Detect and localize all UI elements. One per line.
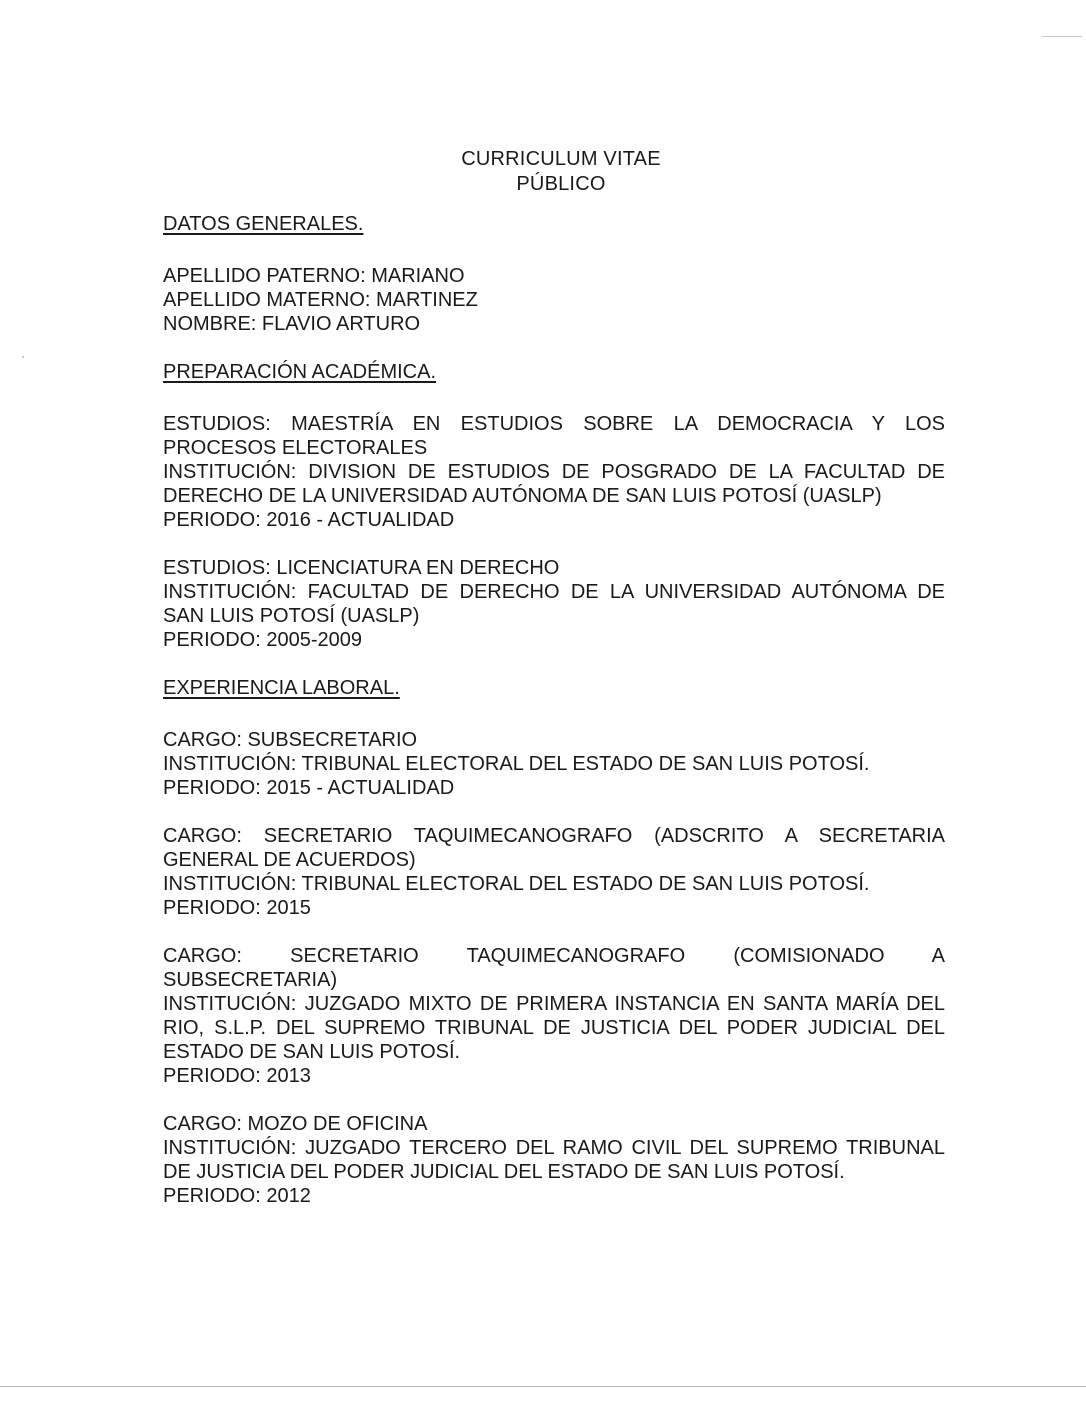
scan-artifact-dot: [22, 356, 24, 358]
experience-periodo: PERIODO: 2015: [163, 897, 311, 919]
scan-bottom-edge: [0, 1386, 1086, 1387]
section-heading-datos-generales: DATOS GENERALES.: [163, 213, 364, 235]
experience-institucion: INSTITUCIÓN: TRIBUNAL ELECTORAL DEL ESTADO DE SAN LUIS POTOSÍ.: [163, 753, 870, 775]
experience-entry: [163, 824, 945, 920]
experience-cargo: CARGO: SECRETARIO TAQUIMECANOGRAFO (COMISIONADO A SUBSECRETARIA): [163, 945, 945, 991]
education-entry: [163, 556, 945, 652]
experience-periodo: PERIODO: 2015 - ACTUALIDAD: [163, 777, 455, 799]
experience-institucion: INSTITUCIÓN: JUZGADO MIXTO DE PRIMERA INSTANCIA EN SANTA MARÍA DEL RIO, S.L.P. DEL SUPREMO TRIBUNAL DE JUSTICIA DEL PODER JUDICIAL DEL ESTADO DE SAN LUIS POTOSÍ.: [163, 993, 945, 1063]
experience-institucion: INSTITUCIÓN: JUZGADO TERCERO DEL RAMO CIVIL DEL SUPREMO TRIBUNAL DE JUSTICIA DEL PODER JUDICIAL DEL ESTADO DE SAN LUIS POTOSÍ.: [163, 1137, 945, 1183]
experience-cargo: CARGO: SECRETARIO TAQUIMECANOGRAFO (ADSCRITO A SECRETARIA GENERAL DE ACUERDOS): [163, 825, 945, 871]
experience-entry: [163, 1112, 945, 1208]
section-heading-experiencia-laboral: EXPERIENCIA LABORAL.: [163, 677, 400, 699]
experience-entry: [163, 728, 945, 800]
scan-artifact-top-right: [1042, 36, 1082, 37]
education-entry: [163, 412, 945, 532]
section-heading-preparacion-academica: PREPARACIÓN ACADÉMICA.: [163, 361, 437, 383]
cv-content: [163, 212, 945, 1208]
education-periodo: PERIODO: 2016 - ACTUALIDAD: [163, 509, 455, 531]
experience-institucion: INSTITUCIÓN: TRIBUNAL ELECTORAL DEL ESTADO DE SAN LUIS POTOSÍ.: [163, 873, 870, 895]
education-institucion: INSTITUCIÓN: FACULTAD DE DERECHO DE LA UNIVERSIDAD AUTÓNOMA DE SAN LUIS POTOSÍ (UASLP): [163, 581, 945, 627]
apellido-materno: APELLIDO MATERNO: MARTINEZ: [163, 289, 478, 311]
document-subtitle: PÚBLICO: [516, 173, 606, 195]
experience-periodo: PERIODO: 2013: [163, 1065, 311, 1087]
education-periodo: PERIODO: 2005-2009: [163, 629, 362, 651]
experience-entry: [163, 944, 945, 1088]
document-title: CURRICULUM VITAE: [461, 148, 661, 170]
experience-periodo: PERIODO: 2012: [163, 1185, 311, 1207]
experience-cargo: CARGO: MOZO DE OFICINA: [163, 1113, 428, 1135]
nombre: NOMBRE: FLAVIO ARTURO: [163, 313, 421, 335]
experience-cargo: CARGO: SUBSECRETARIO: [163, 729, 418, 751]
apellido-paterno: APELLIDO PATERNO: MARIANO: [163, 265, 465, 287]
education-institucion: INSTITUCIÓN: DIVISION DE ESTUDIOS DE POSGRADO DE LA FACULTAD DE DERECHO DE LA UNIVERSIDAD AUTÓNOMA DE SAN LUIS POTOSÍ (UASLP): [163, 461, 945, 507]
education-estudios: ESTUDIOS: LICENCIATURA EN DERECHO: [163, 557, 560, 579]
education-estudios: ESTUDIOS: MAESTRÍA EN ESTUDIOS SOBRE LA DEMOCRACIA Y LOS PROCESOS ELECTORALES: [163, 413, 945, 459]
